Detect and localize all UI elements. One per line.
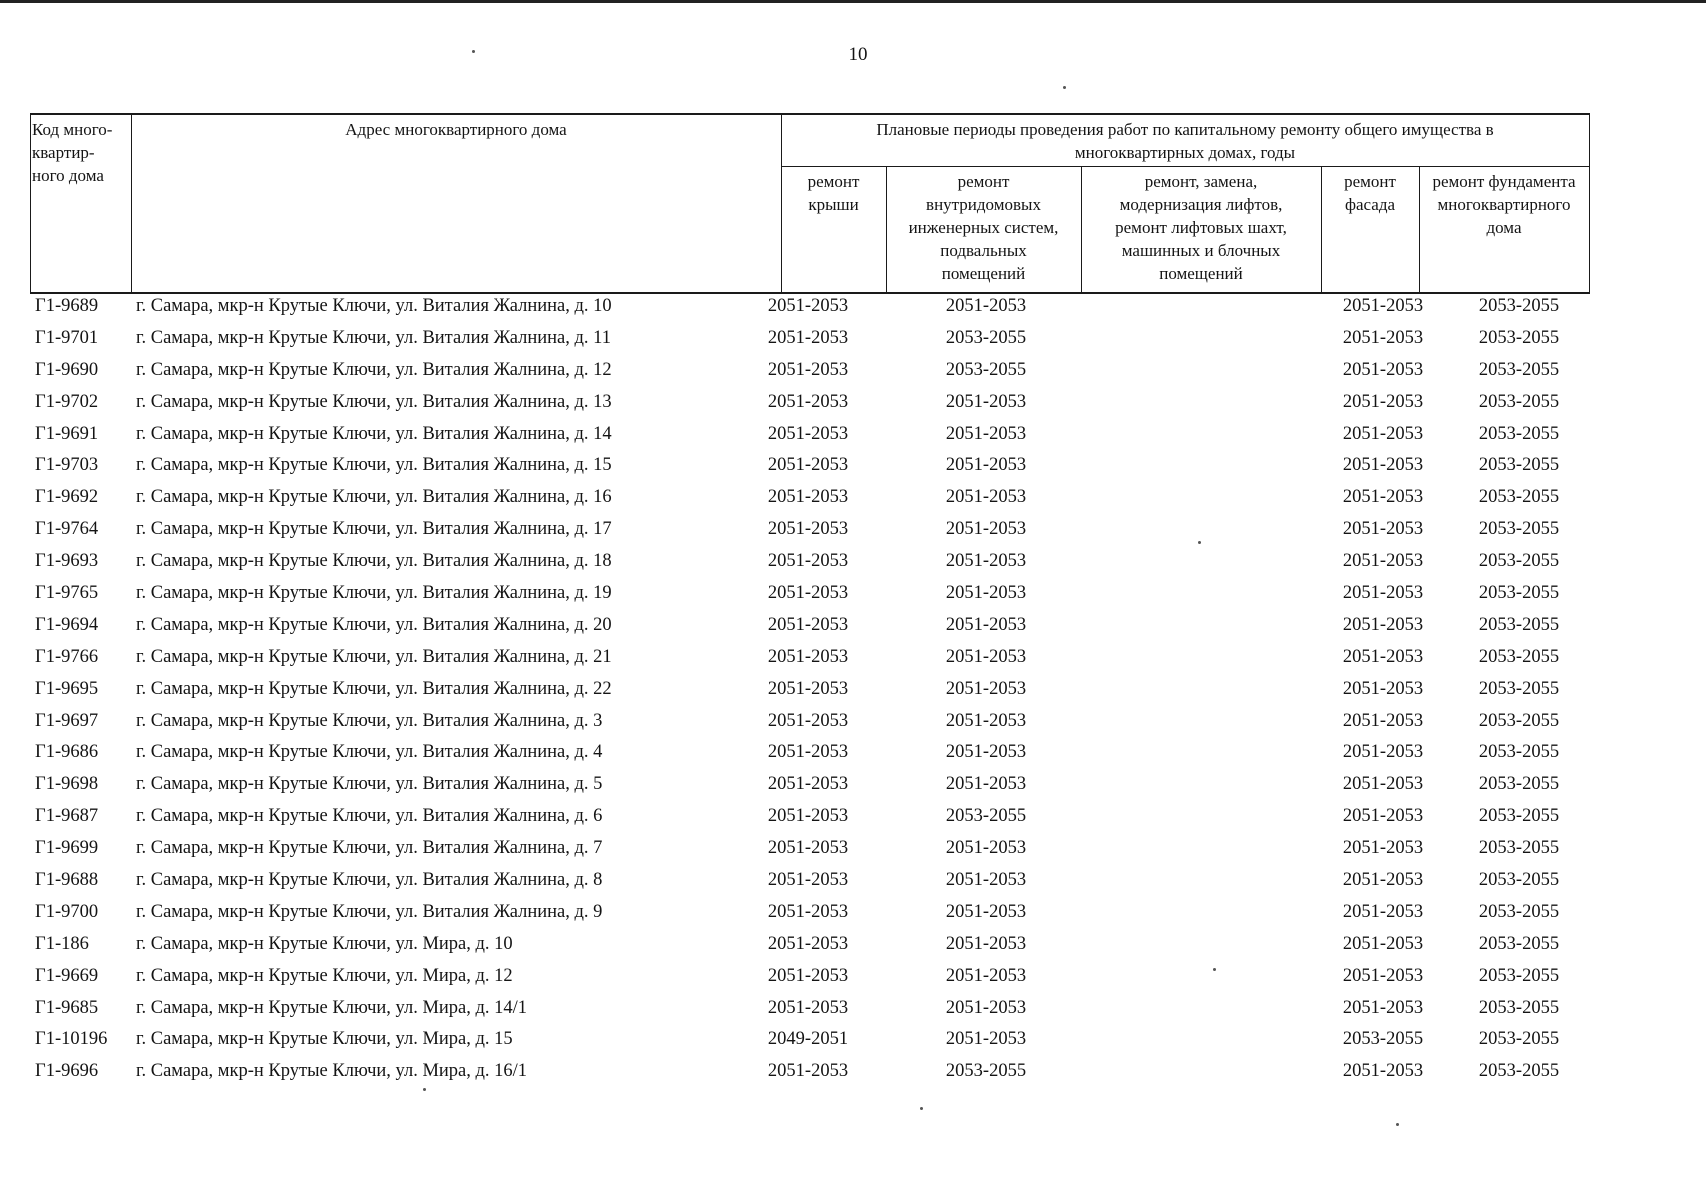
cell-code: Г1-9697	[35, 710, 99, 731]
cell-code: Г1-9690	[35, 359, 99, 380]
cell-address: г. Самара, мкр-н Крутые Ключи, ул. Виталия Жалнина, д. 20	[136, 614, 612, 635]
cell-code: Г1-9685	[35, 997, 99, 1018]
cell-foundation: 2053-2055	[1478, 423, 1560, 444]
scan-speck	[1213, 968, 1216, 971]
cell-roof: 2051-2053	[767, 327, 849, 348]
cell-engineering: 2051-2053	[945, 1029, 1027, 1050]
cell-address: г. Самара, мкр-н Крутые Ключи, ул. Виталия Жалнина, д. 3	[136, 710, 603, 731]
table-row	[30, 290, 1590, 322]
cell-roof: 2051-2053	[767, 646, 849, 667]
table-header	[30, 113, 1590, 294]
cell-foundation: 2053-2055	[1478, 487, 1560, 508]
header-address: Адрес многоквартирного дома	[345, 120, 567, 139]
header-lifts: ремонт, замена, модернизация лифтов, ремонт лифтовых шахт, машинных и блочных помещений	[1115, 172, 1287, 283]
cell-roof: 2051-2053	[767, 296, 849, 316]
cell-code: Г1-9688	[35, 870, 99, 891]
cell-code: Г1-9686	[35, 742, 99, 763]
cell-facade: 2051-2053	[1342, 583, 1424, 604]
cell-facade: 2051-2053	[1342, 391, 1424, 412]
cell-code: Г1-9696	[35, 1061, 99, 1082]
cell-foundation: 2053-2055	[1478, 997, 1560, 1018]
cell-facade: 2051-2053	[1342, 678, 1424, 699]
cell-address: г. Самара, мкр-н Крутые Ключи, ул. Мира, д. 16/1	[136, 1061, 528, 1082]
cell-roof: 2051-2053	[767, 455, 849, 476]
table-row	[30, 864, 1590, 896]
cell-engineering: 2051-2053	[945, 933, 1027, 954]
cell-foundation: 2053-2055	[1478, 742, 1560, 763]
cell-code: Г1-9692	[35, 487, 99, 508]
cell-facade: 2051-2053	[1342, 614, 1424, 635]
table-row	[30, 1055, 1590, 1087]
header-engineering: ремонт внутридомовых инженерных систем, подвальных помещений	[908, 172, 1059, 283]
cell-address: г. Самара, мкр-н Крутые Ключи, ул. Виталия Жалнина, д. 22	[136, 678, 612, 699]
cell-address: г. Самара, мкр-н Крутые Ключи, ул. Мира, д. 12	[136, 965, 513, 986]
cell-foundation: 2053-2055	[1478, 1029, 1560, 1050]
cell-address: г. Самара, мкр-н Крутые Ключи, ул. Виталия Жалнина, д. 8	[136, 870, 603, 891]
cell-engineering: 2051-2053	[945, 965, 1027, 986]
cell-engineering: 2051-2053	[945, 296, 1027, 316]
cell-code: Г1-9687	[35, 806, 99, 827]
cell-code: Г1-9689	[35, 296, 99, 316]
cell-roof: 2051-2053	[767, 423, 849, 444]
cell-roof: 2051-2053	[767, 933, 849, 954]
cell-address: г. Самара, мкр-н Крутые Ключи, ул. Виталия Жалнина, д. 16	[136, 487, 612, 508]
cell-facade: 2051-2053	[1342, 646, 1424, 667]
table-row	[30, 928, 1590, 960]
cell-facade: 2051-2053	[1342, 327, 1424, 348]
scan-speck	[423, 1088, 426, 1091]
cell-code: Г1-9669	[35, 965, 99, 986]
cell-address: г. Самара, мкр-н Крутые Ключи, ул. Мира, д. 14/1	[136, 997, 528, 1018]
scan-speck	[1396, 1123, 1399, 1126]
cell-foundation: 2053-2055	[1478, 806, 1560, 827]
cell-foundation: 2053-2055	[1478, 901, 1560, 922]
cell-roof: 2051-2053	[767, 551, 849, 572]
cell-engineering: 2051-2053	[945, 997, 1027, 1018]
table-row	[30, 832, 1590, 864]
cell-facade: 2051-2053	[1342, 997, 1424, 1018]
cell-foundation: 2053-2055	[1478, 296, 1560, 316]
cell-code: Г1-9703	[35, 455, 99, 476]
cell-facade: 2051-2053	[1342, 359, 1424, 380]
cell-facade: 2051-2053	[1342, 455, 1424, 476]
table-row	[30, 1023, 1590, 1055]
cell-address: г. Самара, мкр-н Крутые Ключи, ул. Мира, д. 10	[136, 933, 513, 954]
cell-code: Г1-9693	[35, 551, 99, 572]
cell-engineering: 2051-2053	[945, 870, 1027, 891]
cell-roof: 2051-2053	[767, 710, 849, 731]
scan-speck	[1198, 541, 1201, 544]
cell-foundation: 2053-2055	[1478, 551, 1560, 572]
cell-facade: 2051-2053	[1342, 710, 1424, 731]
cell-address: г. Самара, мкр-н Крутые Ключи, ул. Виталия Жалнина, д. 6	[136, 806, 603, 827]
cell-address: г. Самара, мкр-н Крутые Ключи, ул. Виталия Жалнина, д. 18	[136, 551, 612, 572]
cell-roof: 2051-2053	[767, 742, 849, 763]
cell-facade: 2051-2053	[1342, 487, 1424, 508]
cell-address: г. Самара, мкр-н Крутые Ключи, ул. Мира, д. 15	[136, 1029, 513, 1050]
cell-foundation: 2053-2055	[1478, 1061, 1560, 1082]
cell-engineering: 2053-2055	[945, 806, 1027, 827]
header-border	[1589, 115, 1590, 292]
cell-engineering: 2051-2053	[945, 646, 1027, 667]
scan-speck	[472, 50, 475, 53]
table-body	[30, 290, 1590, 1087]
cell-facade: 2051-2053	[1342, 838, 1424, 859]
cell-engineering: 2053-2055	[945, 327, 1027, 348]
cell-foundation: 2053-2055	[1478, 614, 1560, 635]
cell-code: Г1-9701	[35, 327, 99, 348]
table-row	[30, 768, 1590, 800]
header-border	[30, 115, 31, 292]
cell-engineering: 2053-2055	[945, 1061, 1027, 1082]
header-code: Код много- квартир- ного дома	[32, 120, 113, 185]
cell-facade: 2051-2053	[1342, 551, 1424, 572]
header-facade: ремонт фасада	[1344, 172, 1396, 214]
cell-facade: 2051-2053	[1342, 742, 1424, 763]
cell-code: Г1-9764	[35, 519, 99, 540]
cell-roof: 2049-2051	[767, 1029, 849, 1050]
cell-roof: 2051-2053	[767, 870, 849, 891]
cell-address: г. Самара, мкр-н Крутые Ключи, ул. Виталия Жалнина, д. 21	[136, 646, 612, 667]
table-row	[30, 896, 1590, 928]
cell-facade: 2051-2053	[1342, 965, 1424, 986]
cell-facade: 2053-2055	[1342, 1029, 1424, 1050]
table-row	[30, 577, 1590, 609]
cell-code: Г1-9694	[35, 614, 99, 635]
cell-facade: 2051-2053	[1342, 423, 1424, 444]
cell-code: Г1-10196	[35, 1029, 108, 1050]
table-row	[30, 418, 1590, 450]
page-number: 10	[848, 44, 868, 65]
cell-roof: 2051-2053	[767, 583, 849, 604]
cell-engineering: 2051-2053	[945, 487, 1027, 508]
cell-roof: 2051-2053	[767, 614, 849, 635]
cell-code: Г1-9766	[35, 646, 99, 667]
cell-roof: 2051-2053	[767, 901, 849, 922]
table-row	[30, 545, 1590, 577]
table-row	[30, 705, 1590, 737]
cell-address: г. Самара, мкр-н Крутые Ключи, ул. Виталия Жалнина, д. 5	[136, 774, 603, 795]
cell-facade: 2051-2053	[1342, 933, 1424, 954]
cell-facade: 2051-2053	[1342, 901, 1424, 922]
table-row	[30, 609, 1590, 641]
cell-address: г. Самара, мкр-н Крутые Ключи, ул. Виталия Жалнина, д. 13	[136, 391, 612, 412]
cell-facade: 2051-2053	[1342, 806, 1424, 827]
cell-foundation: 2053-2055	[1478, 870, 1560, 891]
cell-foundation: 2053-2055	[1478, 678, 1560, 699]
cell-code: Г1-186	[35, 933, 89, 954]
cell-roof: 2051-2053	[767, 774, 849, 795]
cell-engineering: 2051-2053	[945, 901, 1027, 922]
scan-top-edge	[0, 0, 1706, 3]
cell-foundation: 2053-2055	[1478, 359, 1560, 380]
cell-address: г. Самара, мкр-н Крутые Ключи, ул. Виталия Жалнина, д. 15	[136, 455, 612, 476]
cell-foundation: 2053-2055	[1478, 710, 1560, 731]
cell-address: г. Самара, мкр-н Крутые Ключи, ул. Виталия Жалнина, д. 17	[136, 519, 612, 540]
cell-address: г. Самара, мкр-н Крутые Ключи, ул. Виталия Жалнина, д. 4	[136, 742, 603, 763]
table-row	[30, 481, 1590, 513]
table-row	[30, 960, 1590, 992]
table-row	[30, 386, 1590, 418]
cell-address: г. Самара, мкр-н Крутые Ключи, ул. Виталия Жалнина, д. 10	[136, 296, 612, 316]
table-row	[30, 322, 1590, 354]
cell-address: г. Самара, мкр-н Крутые Ключи, ул. Виталия Жалнина, д. 19	[136, 583, 612, 604]
header-foundation: ремонт фундамента многоквартирного дома	[1432, 172, 1576, 237]
cell-foundation: 2053-2055	[1478, 519, 1560, 540]
cell-engineering: 2051-2053	[945, 742, 1027, 763]
cell-engineering: 2051-2053	[945, 710, 1027, 731]
cell-foundation: 2053-2055	[1478, 455, 1560, 476]
cell-roof: 2051-2053	[767, 838, 849, 859]
cell-address: г. Самара, мкр-н Крутые Ключи, ул. Виталия Жалнина, д. 11	[136, 327, 611, 348]
table-row	[30, 513, 1590, 545]
cell-code: Г1-9695	[35, 678, 99, 699]
cell-facade: 2051-2053	[1342, 1061, 1424, 1082]
cell-foundation: 2053-2055	[1478, 391, 1560, 412]
cell-engineering: 2051-2053	[945, 838, 1027, 859]
cell-foundation: 2053-2055	[1478, 965, 1560, 986]
cell-facade: 2051-2053	[1342, 296, 1424, 316]
header-roof: ремонт крыши	[807, 172, 860, 214]
cell-code: Г1-9699	[35, 838, 99, 859]
cell-roof: 2051-2053	[767, 965, 849, 986]
cell-roof: 2051-2053	[767, 997, 849, 1018]
cell-roof: 2051-2053	[767, 359, 849, 380]
cell-engineering: 2053-2055	[945, 359, 1027, 380]
cell-roof: 2051-2053	[767, 391, 849, 412]
cell-address: г. Самара, мкр-н Крутые Ключи, ул. Виталия Жалнина, д. 14	[136, 423, 612, 444]
cell-roof: 2051-2053	[767, 1061, 849, 1082]
cell-code: Г1-9700	[35, 901, 99, 922]
cell-code: Г1-9698	[35, 774, 99, 795]
cell-roof: 2051-2053	[767, 806, 849, 827]
cell-address: г. Самара, мкр-н Крутые Ключи, ул. Виталия Жалнина, д. 9	[136, 901, 603, 922]
table-row	[30, 992, 1590, 1024]
table-row	[30, 800, 1590, 832]
cell-address: г. Самара, мкр-н Крутые Ключи, ул. Виталия Жалнина, д. 7	[136, 838, 603, 859]
cell-foundation: 2053-2055	[1478, 646, 1560, 667]
cell-foundation: 2053-2055	[1478, 774, 1560, 795]
cell-roof: 2051-2053	[767, 487, 849, 508]
cell-address: г. Самара, мкр-н Крутые Ключи, ул. Виталия Жалнина, д. 12	[136, 359, 612, 380]
cell-foundation: 2053-2055	[1478, 327, 1560, 348]
cell-engineering: 2051-2053	[945, 583, 1027, 604]
header-border	[781, 166, 1589, 167]
scan-speck	[1063, 86, 1066, 89]
cell-code: Г1-9765	[35, 583, 99, 604]
cell-roof: 2051-2053	[767, 678, 849, 699]
table-row	[30, 354, 1590, 386]
cell-roof: 2051-2053	[767, 519, 849, 540]
cell-engineering: 2051-2053	[945, 678, 1027, 699]
table-row	[30, 736, 1590, 768]
table-row	[30, 673, 1590, 705]
cell-code: Г1-9691	[35, 423, 99, 444]
table-row	[30, 641, 1590, 673]
cell-foundation: 2053-2055	[1478, 583, 1560, 604]
cell-facade: 2051-2053	[1342, 519, 1424, 540]
cell-engineering: 2051-2053	[945, 391, 1027, 412]
cell-engineering: 2051-2053	[945, 455, 1027, 476]
cell-engineering: 2051-2053	[945, 551, 1027, 572]
cell-engineering: 2051-2053	[945, 423, 1027, 444]
cell-engineering: 2051-2053	[945, 519, 1027, 540]
cell-engineering: 2051-2053	[945, 614, 1027, 635]
cell-facade: 2051-2053	[1342, 774, 1424, 795]
scan-speck	[920, 1107, 923, 1110]
cell-code: Г1-9702	[35, 391, 99, 412]
header-border	[131, 115, 132, 292]
cell-facade: 2051-2053	[1342, 870, 1424, 891]
cell-foundation: 2053-2055	[1478, 838, 1560, 859]
cell-foundation: 2053-2055	[1478, 933, 1560, 954]
table-row	[30, 449, 1590, 481]
header-work-periods: Плановые периоды проведения работ по капитальному ремонту общего имущества в многоквартирных домах, годы	[876, 120, 1494, 162]
cell-engineering: 2051-2053	[945, 774, 1027, 795]
